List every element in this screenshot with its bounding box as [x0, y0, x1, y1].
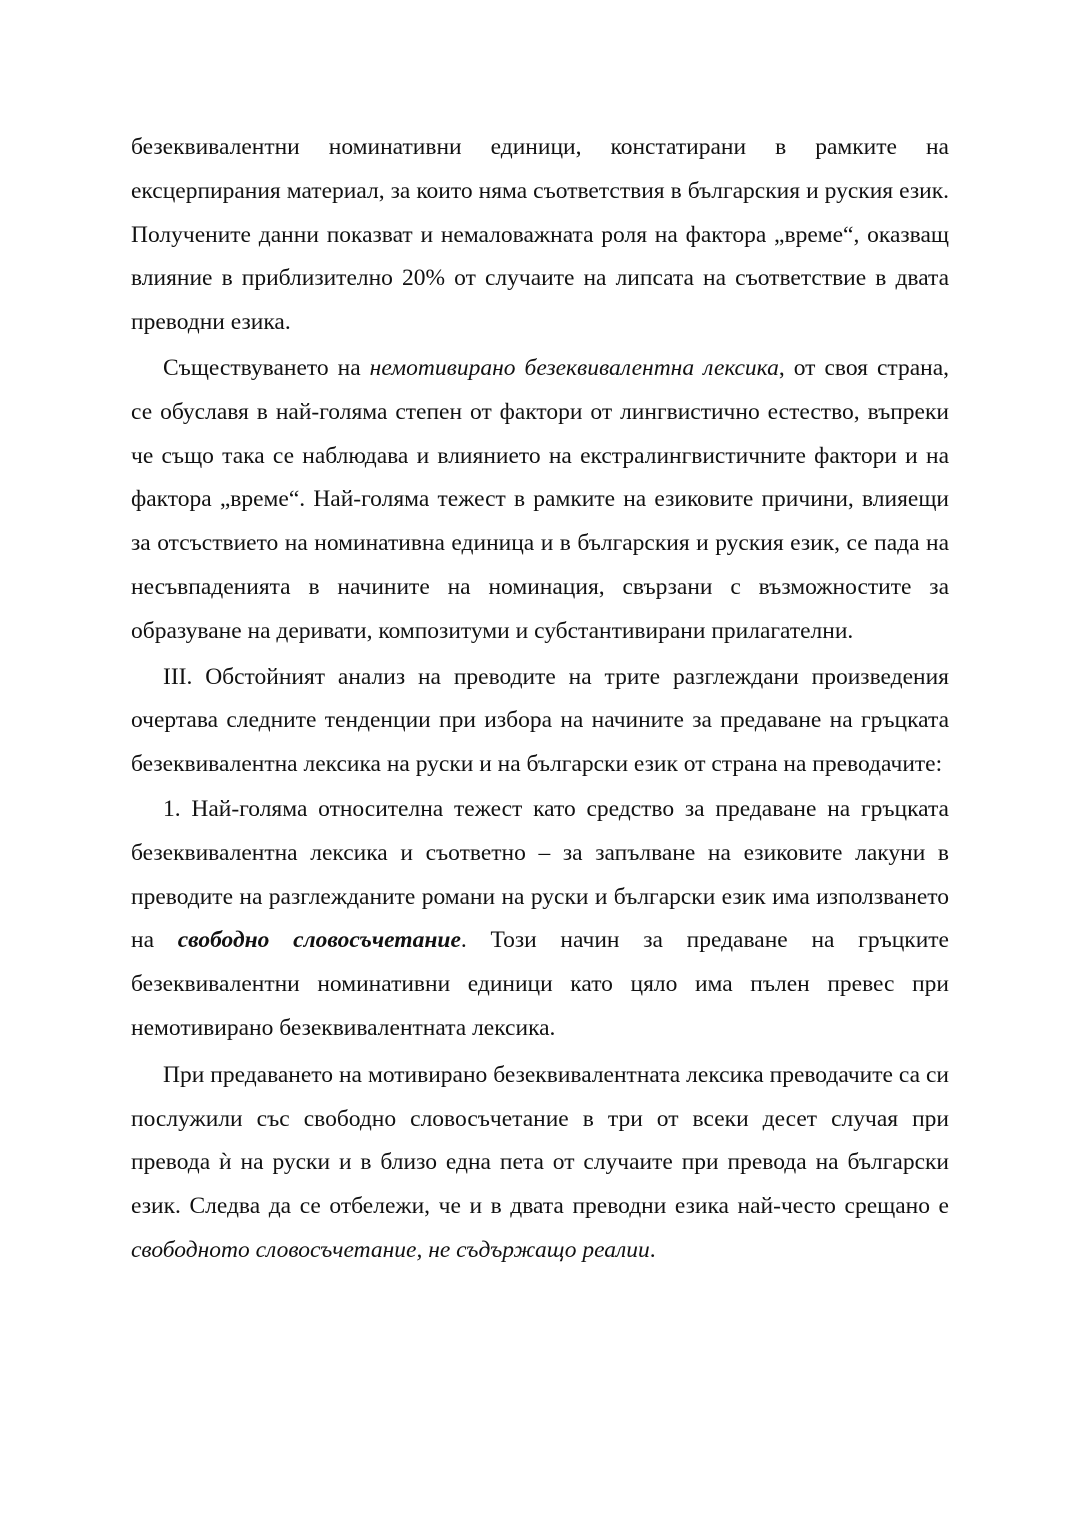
- paragraph-text-pre: Съществуването на: [163, 354, 370, 381]
- paragraph-text-post: , от своя страна, се обуславя в най-голяма степен от фактори от лингвистично естество, въпреки че също така се наблюдава и влиянието на екстралингвистичните фактори и на фактора „време“. Най-голяма тежест в рамките на езиковите причини, влияещи за отсъствието на номинативна единица и в българския и руския език, се пада на несъвпаденията в начините на номинация, свързани с възможностите за образуване на деривати, композитуми и субстантивирани прилагателни.: [131, 354, 949, 644]
- paragraph-motivated-lexis: [131, 1054, 949, 1273]
- paragraph-text-post: . Този начин за предаване на гръцките безеквивалентни номинативни единици като цяло има пълен превес при немотивирано безеквивалентната лексика.: [131, 927, 949, 1041]
- paragraph-text-pre: 1. Най-голяма относителна тежест като средство за предаване на гръцката безеквивалентна лексика и съответно – за запълване на езиковите лакуни в преводите на разглежданите романи на руски и български език има използването на: [131, 795, 949, 954]
- italic-term: свободното словосъчетание, не съдържащо реалии: [131, 1236, 650, 1263]
- paragraph-text: безеквивалентни номинативни единици, констатирани в рамките на ексцерпирания материал, за които няма съответствия в българския и руския език. Получените данни показват и немаловажната роля на фактора „време“, оказващ влияние в приблизително 20% от случаите на липсата на съответствие в двата преводни езика.: [131, 134, 949, 336]
- bold-italic-term: свободно словосъчетание: [177, 927, 461, 954]
- paragraph-text-pre: При предаването на мотивирано безеквивалентната лексика преводачите са си послужили със свободно словосъчетание в три от всеки десет случая при превода ѝ на руски и в близо една пета от случаите при превода на български език. Следва да се отбележи, че и в двата преводни езика най-често срещано е: [131, 1061, 949, 1220]
- paragraph-non-motivated-lexis: [131, 347, 949, 654]
- paragraph-point-1: [131, 788, 949, 1051]
- paragraph-text-post: .: [649, 1236, 656, 1263]
- paragraph-continuation: [131, 126, 949, 345]
- paragraph-section-iii: [131, 656, 949, 787]
- document-page: [131, 126, 949, 1273]
- italic-term: немотивирано безеквивалентна лексика: [369, 354, 779, 381]
- paragraph-text: III. Обстойният анализ на преводите на трите разглеждани произведения очертава следните тенденции при избора на начините за предаване на гръцката безеквивалентна лексика на руски и на български език от страна на преводачите:: [131, 663, 949, 778]
